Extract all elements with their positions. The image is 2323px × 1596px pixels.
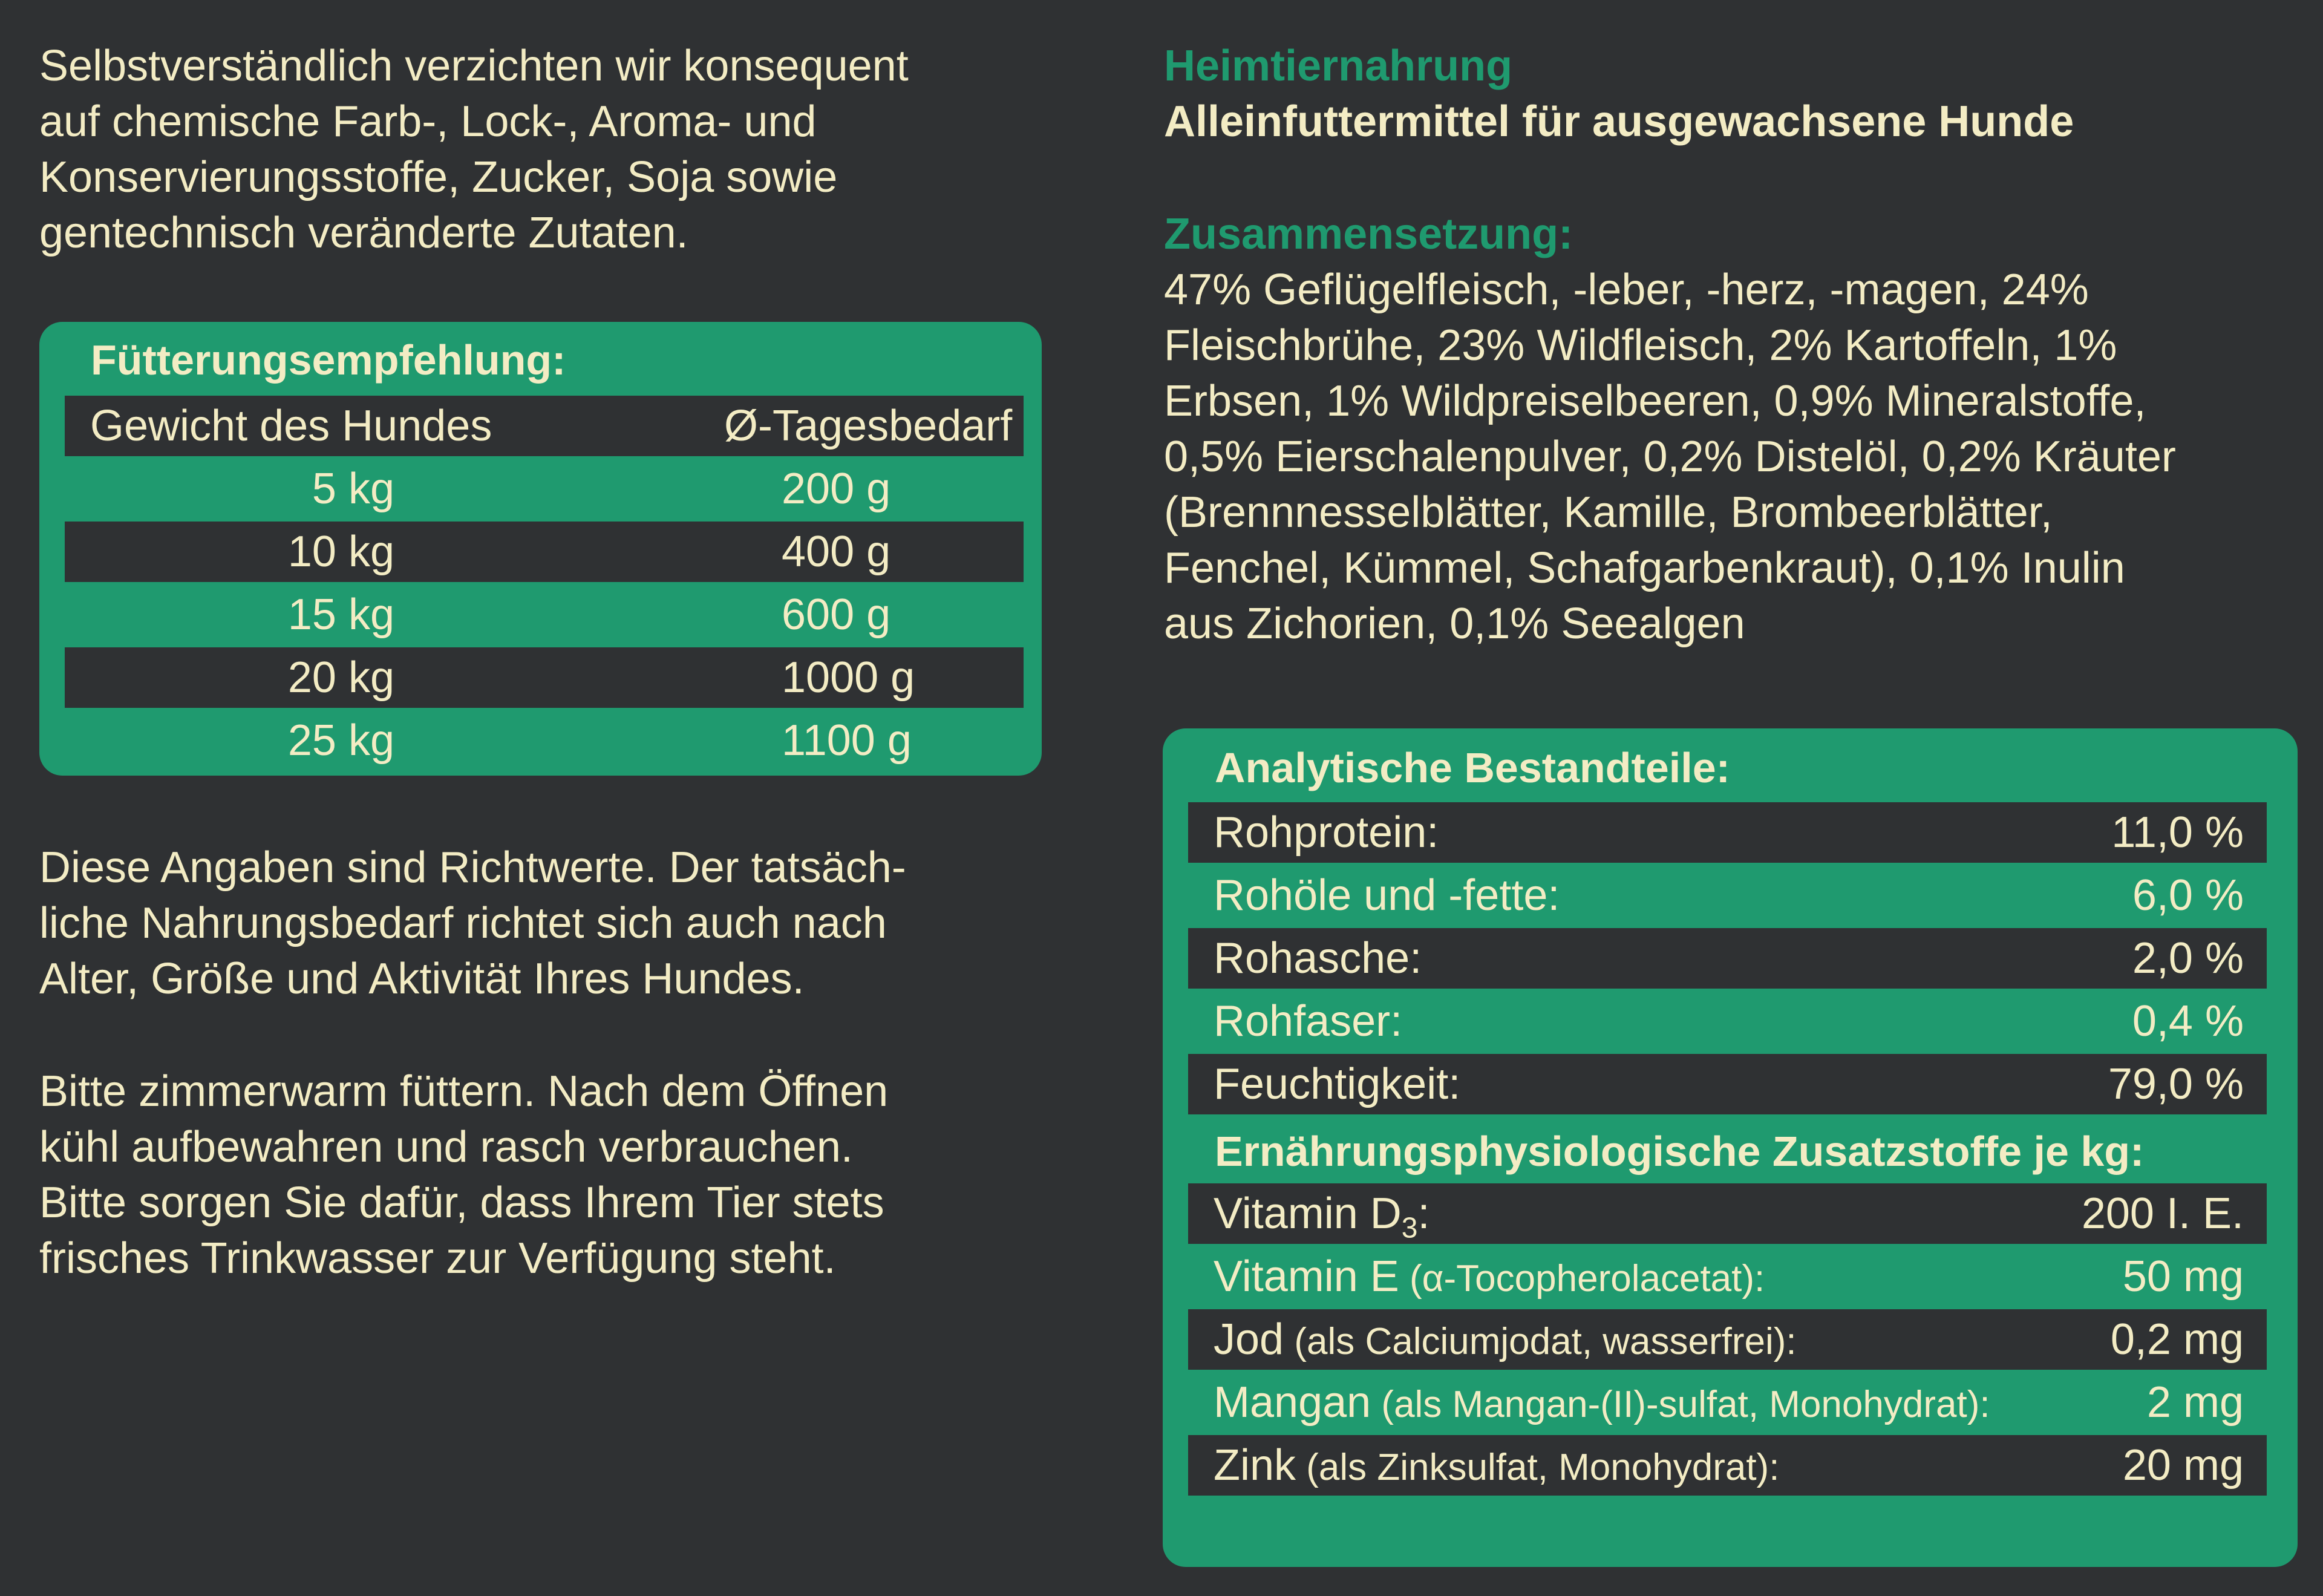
daily-cell: 1000 g	[782, 653, 915, 702]
analysis-label: Rohöle und -fette:	[1214, 871, 1560, 920]
care-line: Bitte zimmerwarm füttern. Nach dem Öffnen	[39, 1067, 889, 1116]
weight-cell: 5 kg	[312, 465, 394, 513]
weight-cell: 15 kg	[287, 590, 394, 639]
care-line: Bitte sorgen Sie dafür, dass Ihrem Tier stets	[39, 1179, 884, 1227]
composition-line: 47% Geflügelfleisch, -leber, -herz, -magen, 24%	[1164, 266, 2089, 314]
intro-line: gentechnisch veränderte Zutaten.	[39, 209, 688, 257]
product-type: Alleinfuttermittel für ausgewachsene Hunde	[1164, 97, 2074, 146]
additive-label	[1214, 1246, 1765, 1309]
analysis-row	[1188, 928, 2267, 989]
additive-label	[1214, 1372, 1990, 1435]
additive-name: Mangan	[1214, 1378, 1371, 1427]
feeding-title: Fütterungsempfehlung:	[91, 336, 566, 384]
intro-line: auf chemische Farb-, Lock-, Aroma- und	[39, 97, 817, 146]
composition-line: (Brennnesselblätter, Kamille, Brombeerblätter,	[1164, 488, 2053, 537]
intro-paragraph	[39, 38, 909, 261]
additive-suffix: :	[1417, 1189, 1430, 1238]
additive-value: 0,2 mg	[2110, 1315, 2244, 1364]
additive-value: 20 mg	[2122, 1441, 2244, 1490]
additive-detail: (als Calciumjodat, wasserfrei):	[1284, 1321, 1797, 1362]
daily-cell: 1100 g	[782, 716, 912, 765]
analysis-value: 2,0 %	[2132, 934, 2244, 983]
daily-cell: 600 g	[782, 590, 891, 639]
additive-detail: (als Zinksulfat, Monohydrat):	[1296, 1447, 1780, 1488]
feeding-panel	[39, 322, 1042, 776]
additive-row	[1188, 1372, 2267, 1433]
care-line: frisches Trinkwasser zur Verfügung steht.	[39, 1234, 836, 1283]
analysis-row	[1188, 991, 2267, 1051]
analysis-row	[1188, 1054, 2267, 1114]
additive-detail: (als Mangan-(II)-sulfat, Monohydrat):	[1371, 1384, 1990, 1425]
additive-label	[1214, 1435, 1779, 1498]
analysis-label: Rohfaser:	[1214, 997, 1403, 1045]
note-line: liche Nahrungsbedarf richtet sich auch nach	[39, 899, 887, 947]
composition-line: Fleischbrühe, 23% Wildfleisch, 2% Kartoffeln, 1%	[1164, 321, 2117, 370]
analysis-value: 11,0 %	[2111, 808, 2244, 857]
weight-cell: 25 kg	[287, 716, 394, 765]
daily-cell: 400 g	[782, 528, 891, 576]
feeding-row	[65, 710, 1024, 771]
care-instructions	[39, 1064, 888, 1286]
weight-cell: 10 kg	[287, 528, 394, 576]
weight-cell: 20 kg	[287, 653, 394, 702]
analysis-label: Feuchtigkeit:	[1214, 1060, 1461, 1108]
care-line: kühl aufbewahren und rasch verbrauchen.	[39, 1123, 853, 1171]
additive-row	[1188, 1435, 2267, 1496]
composition-title: Zusammensetzung:	[1164, 210, 1573, 258]
feeding-row	[65, 584, 1024, 645]
feeding-row	[65, 647, 1024, 708]
composition-line: Erbsen, 1% Wildpreiselbeeren, 0,9% Mineralstoffe,	[1164, 377, 2146, 425]
feeding-row	[65, 459, 1024, 519]
analysis-label: Rohasche:	[1214, 934, 1422, 983]
analysis-value: 0,4 %	[2132, 997, 2244, 1045]
additive-row	[1188, 1183, 2267, 1244]
additive-value: 50 mg	[2122, 1252, 2244, 1301]
additive-row	[1188, 1309, 2267, 1370]
weight-header: Gewicht des Hundes	[90, 402, 492, 450]
additive-name: Vitamin E	[1214, 1252, 1399, 1301]
daily-header: Ø-Tagesbedarf	[724, 402, 1013, 450]
additive-value: 200 I. E.	[2081, 1189, 2244, 1238]
analysis-label: Rohprotein:	[1214, 808, 1439, 857]
additive-name: Zink	[1214, 1441, 1296, 1490]
additive-subscript: 3	[1401, 1212, 1418, 1244]
intro-line: Selbstverständlich verzichten wir konsequent	[39, 42, 909, 90]
category-heading: Heimtiernahrung	[1164, 42, 1513, 90]
composition-line: Fenchel, Kümmel, Schafgarbenkraut), 0,1% Inulin	[1164, 544, 2125, 592]
additive-name: Vitamin D	[1214, 1189, 1402, 1238]
analysis-row	[1188, 802, 2267, 863]
analysis-title: Analytische Bestandteile:	[1215, 744, 1730, 791]
additive-row	[1188, 1246, 2267, 1307]
feeding-header-row	[65, 396, 1024, 456]
additive-detail: (α-Tocopherolacetat):	[1399, 1258, 1765, 1300]
additive-value: 2 mg	[2146, 1378, 2244, 1427]
composition-line: 0,5% Eierschalenpulver, 0,2% Distelöl, 0,2% Kräuter	[1164, 433, 2176, 481]
analysis-row	[1188, 865, 2267, 926]
daily-cell: 200 g	[782, 465, 891, 513]
feeding-row	[65, 522, 1024, 582]
guideline-note	[39, 840, 906, 1007]
analysis-panel	[1163, 728, 2298, 1567]
composition-text	[1164, 262, 2176, 652]
composition-line: aus Zichorien, 0,1% Seealgen	[1164, 600, 1745, 648]
analysis-value: 79,0 %	[2108, 1060, 2244, 1108]
additive-name: Jod	[1214, 1315, 1284, 1364]
additives-title: Ernährungsphysiologische Zusatzstoffe je kg:	[1215, 1128, 2145, 1175]
analysis-value: 6,0 %	[2132, 871, 2244, 920]
note-line: Diese Angaben sind Richtwerte. Der tatsäch-	[39, 843, 906, 892]
intro-line: Konservierungsstoffe, Zucker, Soja sowie	[39, 153, 838, 201]
note-line: Alter, Größe und Aktivität Ihres Hundes.	[39, 955, 805, 1003]
additive-label	[1214, 1309, 1797, 1372]
